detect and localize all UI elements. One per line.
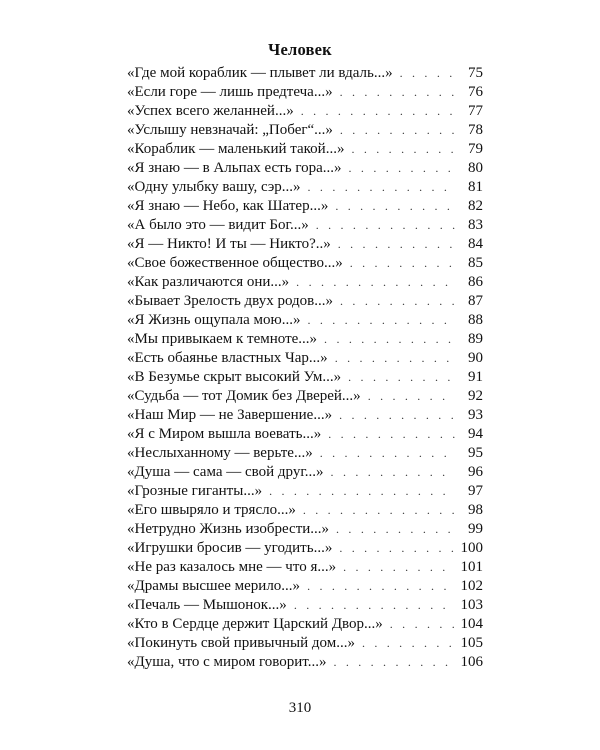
toc-entry <box>127 254 483 273</box>
toc-entry-title: «Драмы высшее мерило...» <box>127 578 301 594</box>
toc-entry <box>127 292 483 311</box>
dot-leader <box>349 159 455 178</box>
toc-entry-title: «Свое божественное общество...» <box>127 255 343 271</box>
dot-leader <box>362 634 455 653</box>
toc-entry-title: «Мы привыкаем к темноте...» <box>127 331 318 347</box>
toc-entry-title: «Есть обаянье властных Чар...» <box>127 350 328 366</box>
dot-leader <box>343 558 454 577</box>
toc-entry-page: 97 <box>468 483 483 499</box>
toc-entry-page: 95 <box>468 445 483 461</box>
toc-entry-title: «Я с Миром вышла воевать...» <box>127 426 322 442</box>
toc-entry <box>127 520 483 539</box>
dot-leader <box>269 482 455 501</box>
toc-entry <box>127 615 483 634</box>
toc-entry <box>127 159 483 178</box>
section-title: Человек <box>268 40 332 59</box>
toc-entry <box>127 558 483 577</box>
toc-entry-page: 104 <box>460 616 483 632</box>
toc-entry <box>127 463 483 482</box>
dot-leader <box>339 539 454 558</box>
toc-entry-title: «Судьба — тот Домик без Дверей...» <box>127 388 361 404</box>
toc-entry-page: 87 <box>468 293 483 309</box>
dot-leader <box>294 596 455 615</box>
toc-entry-page: 106 <box>460 654 483 670</box>
toc-entry-title: «Душа — сама — свой друг...» <box>127 464 324 480</box>
toc-entry-page: 89 <box>468 331 483 347</box>
dot-leader <box>324 330 455 349</box>
toc-entry-page: 100 <box>460 540 483 556</box>
toc-entry <box>127 425 483 444</box>
toc-entry-title: «Как различаются они...» <box>127 274 290 290</box>
toc-entry <box>127 482 483 501</box>
toc-entry-title: «В Безумье скрыт высокий Ум...» <box>127 369 342 385</box>
toc-entry-page: 98 <box>468 502 483 518</box>
toc-entry-page: 82 <box>468 198 483 214</box>
toc-entry-page: 83 <box>468 217 483 233</box>
toc-entry <box>127 501 483 520</box>
toc-entry-page: 96 <box>468 464 483 480</box>
toc-entry <box>127 539 483 558</box>
toc-entry <box>127 406 483 425</box>
toc-entry-title: «Успех всего желанней...» <box>127 103 294 119</box>
toc-entry-page: 75 <box>468 65 483 81</box>
toc-entry-title: «Наш Мир — не Завершение...» <box>127 407 333 423</box>
toc-entry <box>127 387 483 406</box>
toc-entry-title: «Кто в Сердце держит Царский Двор...» <box>127 616 383 632</box>
toc-entry <box>127 273 483 292</box>
toc-entry <box>127 444 483 463</box>
toc-entry <box>127 235 483 254</box>
toc-entry <box>127 140 483 159</box>
dot-leader <box>301 102 455 121</box>
toc-entry-title: «Грозные гиганты...» <box>127 483 263 499</box>
toc-entry-title: «Не раз казалось мне — что я...» <box>127 559 337 575</box>
dot-leader <box>333 653 454 672</box>
dot-leader <box>340 121 455 140</box>
toc-entry-title: «Бывает Зрелость двух родов...» <box>127 293 334 309</box>
toc-entry-title: «Нетрудно Жизнь изобрести...» <box>127 521 330 537</box>
toc-entry-page: 93 <box>468 407 483 423</box>
toc-entry <box>127 596 483 615</box>
toc-entry-page: 77 <box>468 103 483 119</box>
toc-entry <box>127 178 483 197</box>
table-of-contents <box>127 64 483 672</box>
toc-entry-title: «Печаль — Мышонок...» <box>127 597 287 613</box>
toc-entry-title: «Его швыряло и трясло...» <box>127 502 296 518</box>
toc-entry-page: 92 <box>468 388 483 404</box>
toc-entry <box>127 368 483 387</box>
toc-entry <box>127 311 483 330</box>
toc-entry-page: 78 <box>468 122 483 138</box>
dot-leader <box>320 444 455 463</box>
toc-entry-page: 86 <box>468 274 483 290</box>
dot-leader <box>308 178 455 197</box>
toc-entry <box>127 349 483 368</box>
dot-leader <box>338 235 455 254</box>
toc-entry <box>127 634 483 653</box>
toc-entry-title: «Кораблик — маленький такой...» <box>127 141 345 157</box>
toc-entry-title: «Покинуть свой привычный дом...» <box>127 635 355 651</box>
toc-entry-title: «Я знаю — Небо, как Шатер...» <box>127 198 329 214</box>
toc-entry <box>127 121 483 140</box>
dot-leader <box>339 406 455 425</box>
toc-entry-title: «Неслыханному — верьте...» <box>127 445 313 461</box>
toc-entry-title: «Услышу невзначай: „Побег“...» <box>127 122 333 138</box>
toc-entry-title: «Если горе — лишь предтеча...» <box>127 84 333 100</box>
dot-leader <box>340 83 455 102</box>
dot-leader <box>400 64 455 83</box>
dot-leader <box>368 387 455 406</box>
toc-entry <box>127 83 483 102</box>
toc-entry-title: «Душа, что с миром говорит...» <box>127 654 327 670</box>
dot-leader <box>307 577 454 596</box>
toc-entry <box>127 577 483 596</box>
toc-entry-title: «Где мой кораблик — плывет ли вдаль...» <box>127 65 393 81</box>
toc-entry-page: 103 <box>460 597 483 613</box>
dot-leader <box>335 197 455 216</box>
toc-entry-title: «Одну улыбку вашу, сэр...» <box>127 179 301 195</box>
toc-entry-page: 85 <box>468 255 483 271</box>
toc-entry-page: 99 <box>468 521 483 537</box>
dot-leader <box>328 425 455 444</box>
dot-leader <box>316 216 455 235</box>
toc-entry-page: 79 <box>468 141 483 157</box>
dot-leader <box>350 254 455 273</box>
toc-entry <box>127 64 483 83</box>
toc-entry-page: 101 <box>460 559 483 575</box>
toc-entry-page: 102 <box>460 578 483 594</box>
toc-entry-page: 105 <box>460 635 483 651</box>
toc-entry-title: «Я знаю — в Альпах есть гора...» <box>127 160 342 176</box>
page-number: 310 <box>288 700 312 716</box>
toc-entry-title: «А было это — видит Бог...» <box>127 217 309 233</box>
toc-entry-page: 88 <box>468 312 483 328</box>
toc-entry-page: 90 <box>468 350 483 366</box>
toc-entry-page: 84 <box>468 236 483 252</box>
toc-entry <box>127 102 483 121</box>
toc-entry <box>127 216 483 235</box>
dot-leader <box>348 368 455 387</box>
toc-entry-page: 94 <box>468 426 483 442</box>
dot-leader <box>296 273 455 292</box>
toc-entry <box>127 330 483 349</box>
toc-entry-title: «Я Жизнь ощупала мою...» <box>127 312 301 328</box>
toc-entry-title: «Игрушки бросив — угодить...» <box>127 540 333 556</box>
toc-entry <box>127 653 483 672</box>
toc-entry-page: 80 <box>468 160 483 176</box>
dot-leader <box>307 311 455 330</box>
toc-entry-page: 76 <box>468 84 483 100</box>
toc-entry-page: 81 <box>468 179 483 195</box>
dot-leader <box>336 520 455 539</box>
toc-entry <box>127 197 483 216</box>
dot-leader <box>335 349 455 368</box>
dot-leader <box>303 501 455 520</box>
toc-entry-title: «Я — Никто! И ты — Никто?..» <box>127 236 331 252</box>
dot-leader <box>340 292 455 311</box>
dot-leader <box>331 463 455 482</box>
dot-leader <box>390 615 455 634</box>
dot-leader <box>351 140 455 159</box>
toc-entry-page: 91 <box>468 369 483 385</box>
